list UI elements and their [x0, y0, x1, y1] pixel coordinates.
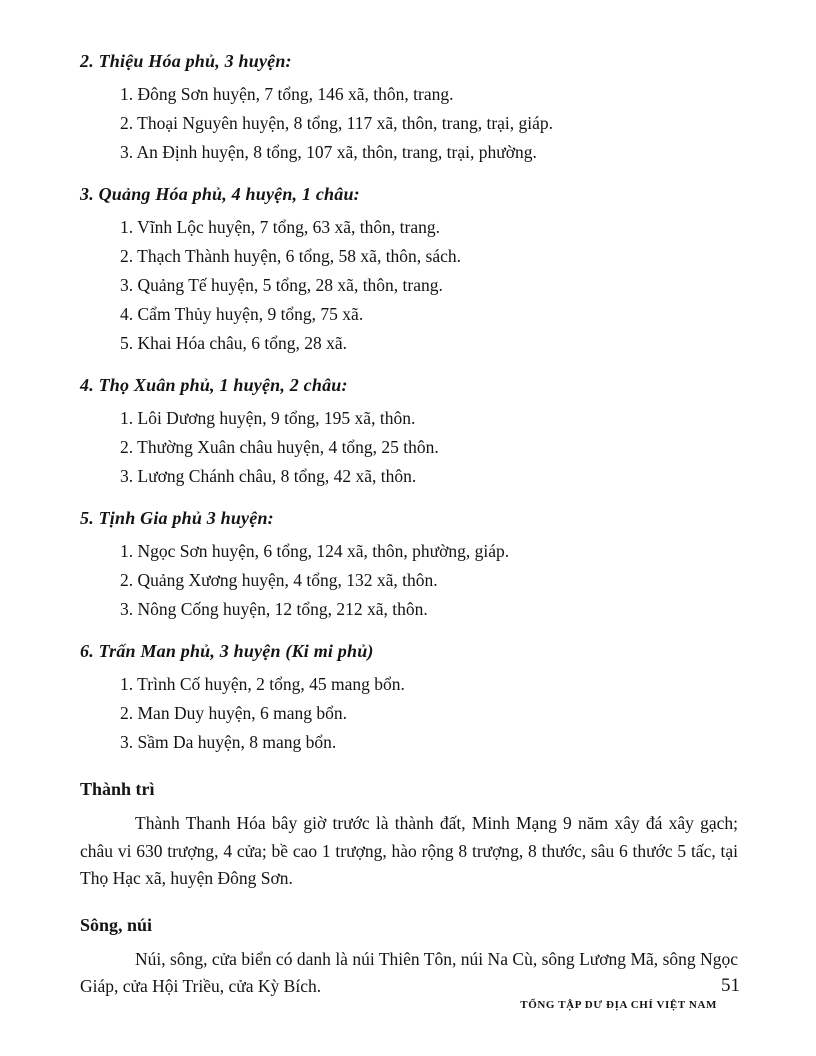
section-heading: 4. Thọ Xuân phủ, 1 huyện, 2 châu:: [80, 375, 348, 395]
list-item: 3. An Định huyện, 8 tổng, 107 xã, thôn, trang, trại, phường.: [120, 142, 537, 162]
list-item: 3. Quảng Tế huyện, 5 tổng, 28 xã, thôn, trang.: [120, 275, 443, 295]
list-item: 1. Đông Sơn huyện, 7 tổng, 146 xã, thôn, trang.: [120, 84, 454, 104]
list-item: 2. Thạch Thành huyện, 6 tổng, 58 xã, thôn, sách.: [120, 246, 462, 266]
prose-heading: Thành trì: [80, 779, 155, 799]
list-item: 3. Sầm Da huyện, 8 mang bổn.: [120, 732, 337, 752]
section-quang-hoa-phu: [80, 182, 738, 358]
scanned-book-page: [80, 34, 738, 1001]
list-item: 2. Man Duy huyện, 6 mang bổn.: [120, 703, 347, 723]
list-item: 5. Khai Hóa châu, 6 tổng, 28 xã.: [120, 333, 347, 353]
list-item: 2. Quảng Xương huyện, 4 tổng, 132 xã, thôn.: [120, 570, 438, 590]
list-item: 2. Thường Xuân châu huyện, 4 tổng, 25 thôn.: [120, 437, 439, 457]
prose-paragraph: Núi, sông, cửa biển có danh là núi Thiên Tôn, núi Na Cù, sông Lương Mã, sông Ngọc Giáp, cửa Hội Triều, cửa Kỳ Bích.: [80, 948, 738, 996]
section-heading: 5. Tịnh Gia phủ 3 huyện:: [80, 508, 274, 528]
list-item: 1. Lôi Dương huyện, 9 tổng, 195 xã, thôn.: [120, 408, 416, 428]
footer-imprint: TỔNG TẬP DƯ ĐỊA CHÍ VIỆT NAM: [520, 999, 717, 1011]
list-item: 2. Thoại Nguyên huyện, 8 tổng, 117 xã, thôn, trang, trại, giáp.: [120, 113, 554, 133]
section-heading: 2. Thiệu Hóa phủ, 3 huyện:: [80, 51, 292, 71]
section-tinh-gia-phu: [80, 506, 738, 624]
list-item: 1. Trình Cố huyện, 2 tổng, 45 mang bổn.: [120, 674, 405, 694]
list-item: 3. Lương Chánh châu, 8 tổng, 42 xã, thôn.: [120, 466, 417, 486]
section-heading: 6. Trấn Man phủ, 3 huyện (Ki mi phủ): [80, 641, 374, 661]
section-song-nui: [80, 913, 738, 1001]
section-thanh-tri: [80, 777, 738, 893]
prose-paragraph: Thành Thanh Hóa bây giờ trước là thành đất, Minh Mạng 9 năm xây đá xây gạch; châu vi 630 trượng, 4 cửa; bề cao 1 trượng, hào rộng 8 trượng, 8 thước, sâu 6 thước 5 tấc, tại Thọ Hạc xã, huyện Đông Sơn.: [80, 813, 738, 888]
section-tho-xuan-phu: [80, 373, 738, 491]
page-number: 51: [721, 975, 740, 996]
section-heading: 3. Quảng Hóa phủ, 4 huyện, 1 châu:: [80, 184, 360, 204]
list-item: 4. Cẩm Thủy huyện, 9 tổng, 75 xã.: [120, 304, 364, 324]
list-item: 3. Nông Cống huyện, 12 tổng, 212 xã, thôn.: [120, 599, 428, 619]
list-item: 1. Ngọc Sơn huyện, 6 tổng, 124 xã, thôn, phường, giáp.: [120, 541, 510, 561]
section-tran-man-phu: [80, 639, 738, 757]
prose-heading: Sông, núi: [80, 914, 153, 935]
section-thieu-hoa-phu: [80, 49, 738, 167]
list-item: 1. Vĩnh Lộc huyện, 7 tổng, 63 xã, thôn, trang.: [120, 217, 440, 237]
